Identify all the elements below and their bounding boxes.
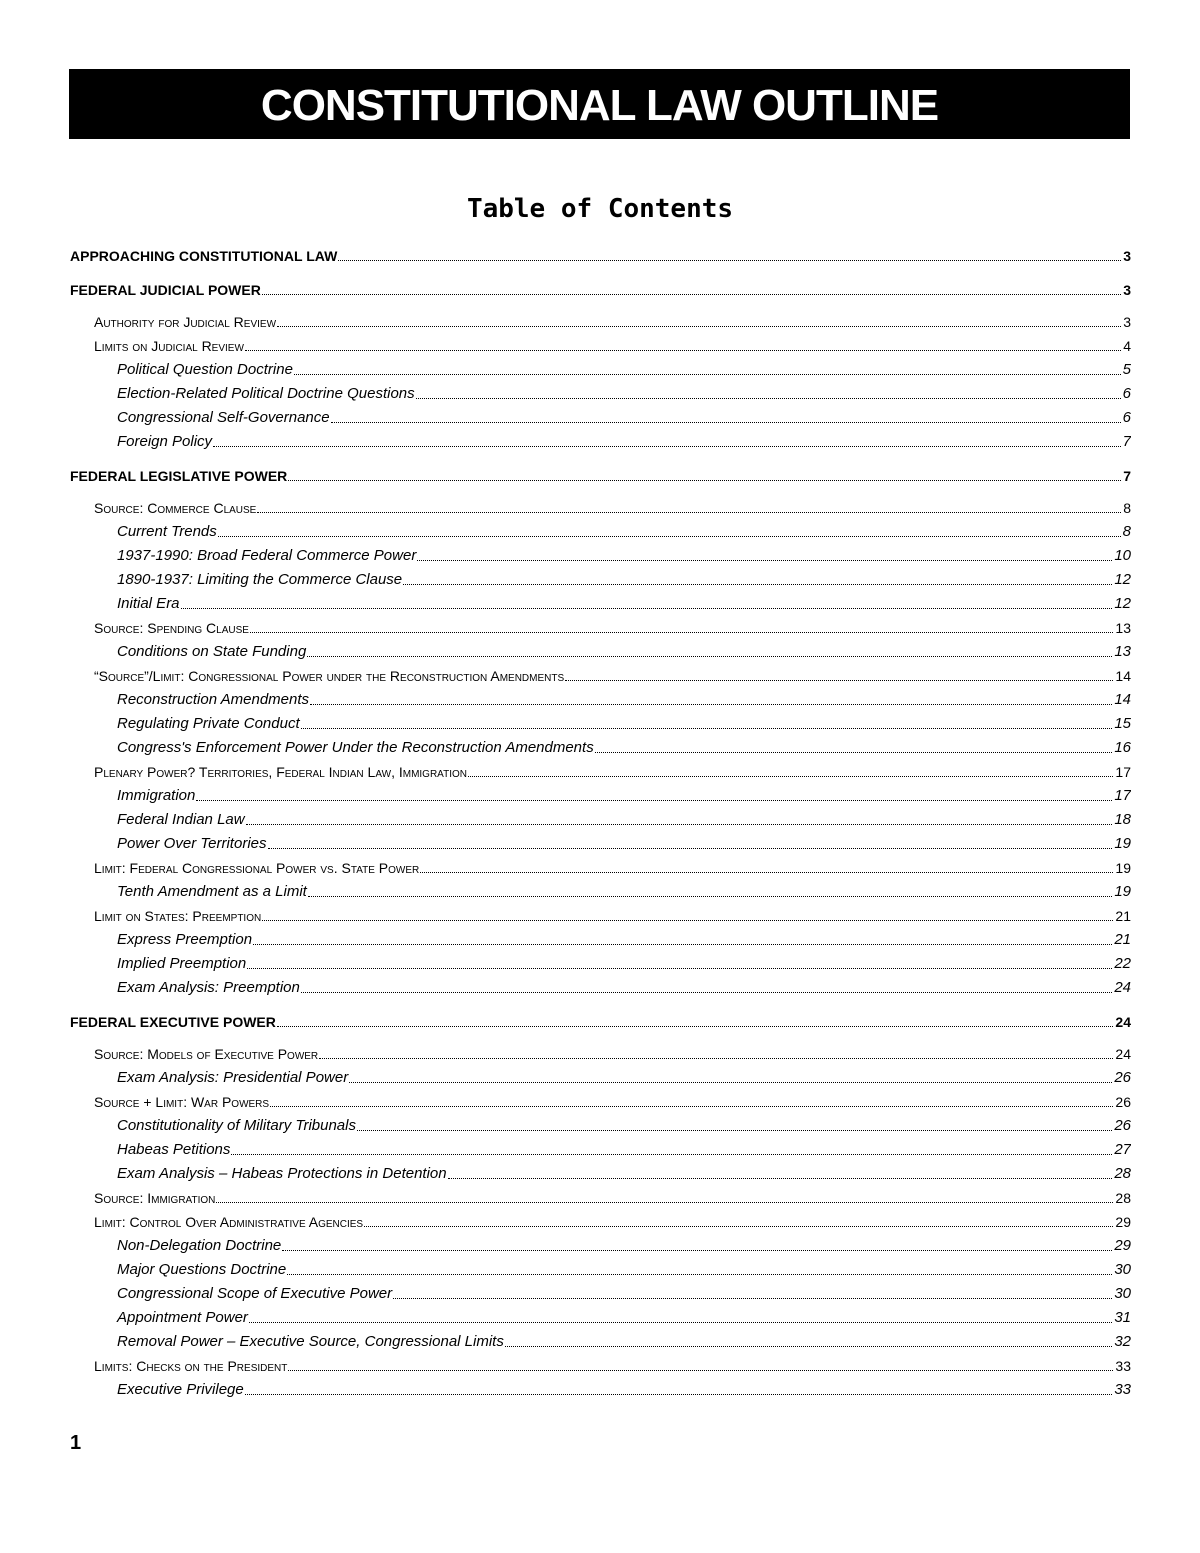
toc-entry-page: 19: [1114, 883, 1131, 900]
toc-entry-page: 27: [1114, 1141, 1131, 1158]
toc-entry-label: Removal Power – Executive Source, Congressional Limits: [117, 1333, 504, 1350]
toc-entry-page: 19: [1115, 860, 1131, 876]
toc-entry-page: 17: [1115, 764, 1131, 780]
dot-leader: [403, 584, 1112, 585]
toc-entry[interactable]: [70, 1066, 1131, 1090]
toc-entry-label: “Source”/Limit: Congressional Power under the Reconstruction Amendments: [94, 668, 565, 684]
dot-leader: [301, 728, 1113, 729]
dot-leader: [231, 1154, 1112, 1155]
dot-leader: [468, 776, 1113, 777]
toc-entry-page: 6: [1122, 385, 1131, 402]
toc-entry-label: Exam Analysis: Presidential Power: [117, 1069, 349, 1086]
toc-entry-label: Implied Preemption: [117, 955, 247, 972]
dot-leader: [294, 374, 1121, 375]
toc-entry-label: Source: Immigration: [94, 1190, 216, 1206]
toc-entry-page: 12: [1114, 571, 1131, 588]
toc-entry[interactable]: [70, 976, 1131, 1000]
toc-entry-page: 21: [1114, 931, 1131, 948]
toc-entry-page: 19: [1114, 835, 1131, 852]
toc-entry-page: 31: [1114, 1309, 1131, 1326]
toc-entry[interactable]: [70, 736, 1131, 760]
toc-entry-label: Political Question Doctrine: [117, 361, 293, 378]
toc-entry[interactable]: [70, 832, 1131, 856]
dot-leader: [357, 1130, 1112, 1131]
dot-leader: [250, 632, 1113, 633]
toc-entry-page: 26: [1114, 1069, 1131, 1086]
toc-entry[interactable]: [70, 310, 1131, 334]
table-of-contents: [70, 244, 1131, 1402]
toc-entry-label: Conditions on State Funding: [117, 643, 307, 660]
toc-entry[interactable]: [70, 856, 1131, 880]
toc-entry[interactable]: [70, 1010, 1131, 1034]
toc-entry-page: 14: [1114, 691, 1131, 708]
toc-entry[interactable]: [70, 784, 1131, 808]
toc-entry[interactable]: [70, 1138, 1131, 1162]
toc-entry[interactable]: [70, 904, 1131, 928]
dot-leader: [288, 1370, 1113, 1371]
toc-entry[interactable]: [70, 1114, 1131, 1138]
toc-entry-label: Election-Related Political Doctrine Questions: [117, 385, 415, 402]
toc-entry-label: Regulating Private Conduct: [117, 715, 300, 732]
toc-entry[interactable]: [70, 1258, 1131, 1282]
toc-entry-label: Express Preemption: [117, 931, 253, 948]
toc-entry-label: Source: Spending Clause: [94, 620, 249, 636]
toc-entry[interactable]: [70, 928, 1131, 952]
dot-leader: [196, 800, 1112, 801]
toc-entry[interactable]: [70, 520, 1131, 544]
toc-entry-label: Executive Privilege: [117, 1381, 244, 1398]
toc-entry-page: 28: [1115, 1190, 1131, 1206]
toc-heading: Table of Contents: [466, 194, 734, 224]
toc-entry[interactable]: [70, 1234, 1131, 1258]
toc-entry[interactable]: [70, 1354, 1131, 1378]
toc-entry-page: 29: [1115, 1214, 1131, 1230]
dot-leader: [565, 680, 1113, 681]
toc-entry[interactable]: [70, 1162, 1131, 1186]
toc-entry-page: 29: [1114, 1237, 1131, 1254]
dot-leader: [253, 944, 1112, 945]
toc-entry[interactable]: [70, 430, 1131, 454]
dot-leader: [287, 1274, 1112, 1275]
dot-leader: [393, 1298, 1112, 1299]
toc-entry-label: 1890-1937: Limiting the Commerce Clause: [117, 571, 403, 588]
toc-entry-page: 3: [1123, 282, 1131, 298]
toc-entry-label: Tenth Amendment as a Limit: [117, 883, 307, 900]
toc-entry-label: FEDERAL LEGISLATIVE POWER: [70, 468, 288, 484]
toc-entry-page: 30: [1114, 1261, 1131, 1278]
toc-entry-page: 18: [1114, 811, 1131, 828]
toc-entry-label: Congressional Scope of Executive Power: [117, 1285, 393, 1302]
dot-leader: [505, 1346, 1112, 1347]
toc-entry[interactable]: [70, 880, 1131, 904]
toc-entry-label: Limits on Judicial Review: [94, 338, 244, 354]
toc-entry-label: Limit: Control Over Administrative Agencies: [94, 1214, 364, 1230]
toc-entry[interactable]: [70, 592, 1131, 616]
toc-entry-page: 7: [1122, 433, 1131, 450]
dot-leader: [331, 422, 1121, 423]
toc-entry-label: Exam Analysis – Habeas Protections in Detention: [117, 1165, 447, 1182]
dot-leader: [349, 1082, 1112, 1083]
dot-leader: [181, 608, 1113, 609]
toc-entry[interactable]: [70, 664, 1131, 688]
dot-leader: [245, 1394, 1113, 1395]
toc-entry-label: Source: Models of Executive Power: [94, 1046, 319, 1062]
page-number: 1: [70, 1432, 82, 1454]
toc-entry[interactable]: [70, 1186, 1131, 1210]
toc-entry-page: 26: [1114, 1117, 1131, 1134]
dot-leader: [213, 446, 1121, 447]
dot-leader: [301, 992, 1112, 993]
dot-leader: [282, 1250, 1112, 1251]
toc-entry-label: Limits: Checks on the President: [94, 1358, 288, 1374]
toc-entry[interactable]: [70, 278, 1131, 302]
toc-entry-label: Immigration: [117, 787, 196, 804]
dot-leader: [262, 294, 1121, 295]
toc-entry[interactable]: [70, 808, 1131, 832]
toc-entry-label: FEDERAL EXECUTIVE POWER: [70, 1014, 276, 1030]
toc-entry[interactable]: [70, 640, 1131, 664]
toc-entry-page: 16: [1114, 739, 1131, 756]
dot-leader: [245, 350, 1121, 351]
dot-leader: [420, 872, 1113, 873]
toc-entry-page: 13: [1114, 643, 1131, 660]
dot-leader: [417, 560, 1112, 561]
toc-entry-label: Reconstruction Amendments: [117, 691, 310, 708]
toc-entry-page: 7: [1123, 468, 1131, 484]
dot-leader: [247, 968, 1112, 969]
toc-entry[interactable]: [70, 1210, 1131, 1234]
toc-entry-label: Plenary Power? Territories, Federal Indian Law, Immigration: [94, 764, 467, 780]
toc-entry[interactable]: [70, 952, 1131, 976]
toc-entry[interactable]: [70, 712, 1131, 736]
toc-entry[interactable]: [70, 1042, 1131, 1066]
toc-entry-page: 14: [1115, 668, 1131, 684]
toc-entry[interactable]: [70, 616, 1131, 640]
toc-entry[interactable]: [70, 1306, 1131, 1330]
toc-entry-label: Initial Era: [117, 595, 180, 612]
toc-entry[interactable]: [70, 406, 1131, 430]
toc-entry[interactable]: [70, 688, 1131, 712]
toc-entry-page: 24: [1115, 1046, 1131, 1062]
dot-leader: [338, 260, 1121, 261]
dot-leader: [307, 656, 1112, 657]
dot-leader: [249, 1322, 1112, 1323]
dot-leader: [218, 536, 1121, 537]
toc-entry[interactable]: [70, 1330, 1131, 1354]
toc-entry-label: Foreign Policy: [117, 433, 213, 450]
toc-entry-label: Non-Delegation Doctrine: [117, 1237, 282, 1254]
toc-entry-page: 8: [1123, 500, 1131, 516]
toc-entry-page: 26: [1115, 1094, 1131, 1110]
dot-leader: [595, 752, 1113, 753]
dot-leader: [262, 920, 1113, 921]
toc-entry-label: 1937-1990: Broad Federal Commerce Power: [117, 547, 417, 564]
toc-entry-label: FEDERAL JUDICIAL POWER: [70, 282, 261, 298]
toc-entry-label: APPROACHING CONSTITUTIONAL LAW: [70, 248, 338, 264]
toc-entry-label: Limit: Federal Congressional Power vs. State Power: [94, 860, 420, 876]
toc-entry-page: 15: [1114, 715, 1131, 732]
toc-entry[interactable]: [70, 496, 1131, 520]
toc-entry-page: 5: [1122, 361, 1131, 378]
dot-leader: [416, 398, 1121, 399]
toc-entry[interactable]: [70, 382, 1131, 406]
toc-entry-label: Major Questions Doctrine: [117, 1261, 287, 1278]
toc-entry-page: 8: [1122, 523, 1131, 540]
toc-entry-page: 3: [1123, 314, 1131, 330]
dot-leader: [308, 896, 1112, 897]
dot-leader: [277, 1026, 1114, 1027]
toc-entry-label: Limit on States: Preemption: [94, 908, 262, 924]
toc-entry-label: Congress's Enforcement Power Under the Reconstruction Amendments: [117, 739, 594, 756]
toc-entry-label: Federal Indian Law: [117, 811, 245, 828]
toc-entry-page: 21: [1115, 908, 1131, 924]
toc-entry-page: 33: [1114, 1381, 1131, 1398]
toc-entry-label: Source: Commerce Clause: [94, 500, 257, 516]
dot-leader: [270, 1106, 1113, 1107]
toc-entry-page: 10: [1114, 547, 1131, 564]
toc-entry[interactable]: [70, 544, 1131, 568]
dot-leader: [319, 1058, 1113, 1059]
dot-leader: [288, 480, 1121, 481]
dot-leader: [277, 326, 1121, 327]
toc-entry-page: 30: [1114, 1285, 1131, 1302]
toc-entry-label: Congressional Self-Governance: [117, 409, 330, 426]
document-title-banner: [69, 69, 1130, 139]
toc-entry-label: Source + Limit: War Powers: [94, 1094, 270, 1110]
toc-entry-page: 12: [1114, 595, 1131, 612]
toc-entry[interactable]: [70, 1282, 1131, 1306]
toc-entry[interactable]: [70, 334, 1131, 358]
toc-entry-label: Constitutionality of Military Tribunals: [117, 1117, 356, 1134]
toc-entry-page: 28: [1114, 1165, 1131, 1182]
toc-entry-page: 22: [1114, 955, 1131, 972]
dot-leader: [310, 704, 1112, 705]
document-title: CONSTITUTIONAL LAW OUTLINE: [260, 81, 939, 130]
toc-entry-label: Authority for Judicial Review: [94, 314, 277, 330]
toc-entry-label: Habeas Petitions: [117, 1141, 231, 1158]
toc-entry-page: 33: [1115, 1358, 1131, 1374]
toc-entry-label: Power Over Territories: [117, 835, 267, 852]
dot-leader: [448, 1178, 1113, 1179]
toc-entry-page: 13: [1115, 620, 1131, 636]
toc-entry[interactable]: [70, 358, 1131, 382]
dot-leader: [268, 848, 1113, 849]
toc-entry[interactable]: [70, 1378, 1131, 1402]
toc-entry[interactable]: [70, 568, 1131, 592]
toc-entry-page: 17: [1114, 787, 1131, 804]
dot-leader: [216, 1202, 1113, 1203]
toc-entry-page: 32: [1114, 1333, 1131, 1350]
toc-entry-label: Exam Analysis: Preemption: [117, 979, 300, 996]
toc-entry[interactable]: [70, 1090, 1131, 1114]
toc-entry-label: Current Trends: [117, 523, 217, 540]
toc-entry[interactable]: [70, 244, 1131, 268]
dot-leader: [257, 512, 1121, 513]
toc-entry-page: 24: [1115, 1014, 1131, 1030]
dot-leader: [246, 824, 1113, 825]
dot-leader: [364, 1226, 1113, 1227]
toc-entry[interactable]: [70, 760, 1131, 784]
toc-entry[interactable]: [70, 464, 1131, 488]
toc-entry-page: 3: [1123, 248, 1131, 264]
toc-entry-page: 24: [1114, 979, 1131, 996]
toc-entry-page: 6: [1122, 409, 1131, 426]
toc-entry-page: 4: [1123, 338, 1131, 354]
toc-entry-label: Appointment Power: [117, 1309, 248, 1326]
